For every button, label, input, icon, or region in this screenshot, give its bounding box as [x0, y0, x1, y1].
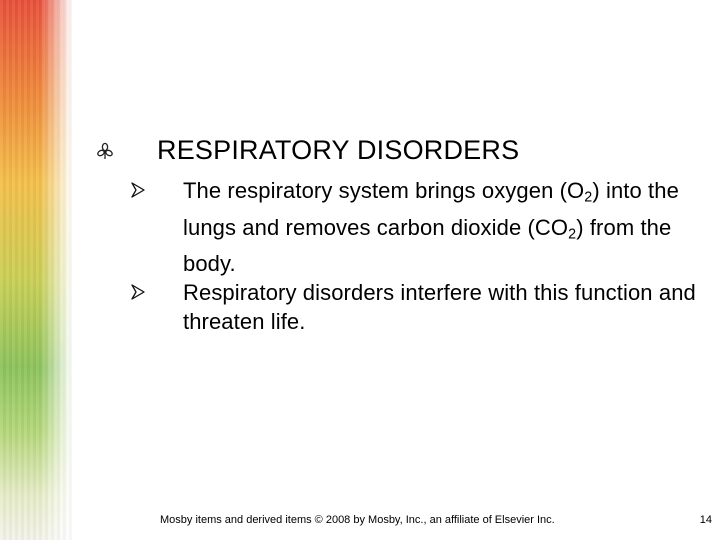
bullet-item [130, 278, 700, 336]
flower-bullet-icon [96, 142, 114, 160]
page-number: 14 [699, 514, 712, 526]
bullet-item [130, 176, 700, 278]
bullet-text: Respiratory disorders interfere with this function and threaten life. [183, 280, 696, 335]
footer-copyright: Mosby items and derived items © 2008 by Mosby, Inc., an affiliate of Elsevier Inc. [160, 514, 555, 526]
decorative-texture [0, 0, 72, 540]
bullet-list [130, 176, 700, 336]
bullet-text: The respiratory system brings oxygen $(O_2)$ into the lungs and removes carbon dioxide $(CO_2)$ from the body. [183, 178, 679, 277]
arrowhead-bullet-icon [130, 182, 146, 198]
slide-title: RESPIRATORY DISORDERS [157, 135, 520, 165]
arrowhead-bullet-icon [130, 284, 146, 300]
